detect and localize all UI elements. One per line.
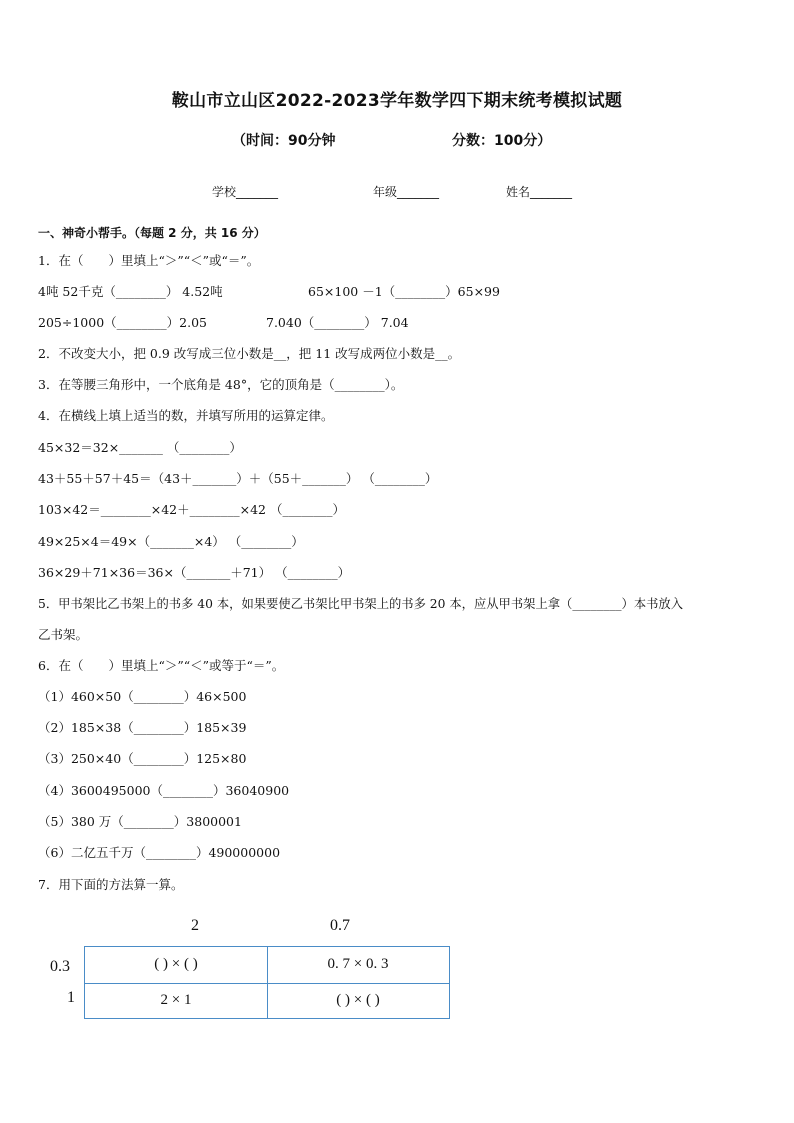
question-3[interactable]: 3．在等腰三角形中，一个底角是 48°，它的顶角是（________）。 xyxy=(38,377,404,392)
total-score: 分数：100分） xyxy=(452,133,552,149)
q4-item-4[interactable]: 49×25×4＝49×（_______×4） （________） xyxy=(38,534,304,549)
row-label-0.3: 0.3 xyxy=(50,958,70,975)
col-label-2: 2 xyxy=(191,917,199,934)
page-title: 鞍山市立山区2022-2023学年数学四下期末统考模拟试题 xyxy=(171,91,623,111)
question-2[interactable]: 2．不改变大小，把 0.9 改写成三位小数是__，把 11 改写成两位小数是__。 xyxy=(38,346,461,361)
q4-item-5[interactable]: 36×29＋71×36＝36×（_______＋71） （________） xyxy=(38,565,351,580)
question-7: 7．用下面的方法算一算。 xyxy=(38,877,184,892)
q6-item-3[interactable]: （3）250×40（________）125×80 xyxy=(38,751,247,766)
section-heading: 一、神奇小帮手。（每题 2 分，共 16 分） xyxy=(38,226,266,240)
calc-table xyxy=(84,946,450,1019)
col-label-0.7: 0.7 xyxy=(330,917,350,934)
q6-item-2[interactable]: （2）185×38（________）185×39 xyxy=(38,720,247,735)
q6-item-5[interactable]: （5）380 万（________）3800001 xyxy=(38,814,242,829)
q6-item-1[interactable]: （1）460×50（________）46×500 xyxy=(38,689,247,704)
q4-item-1[interactable]: 45×32＝32×_______ （________） xyxy=(38,440,242,455)
question-5[interactable]: 5．甲书架比乙书架上的书多 40 本，如果要使乙书架比甲书架上的书多 20 本，应从甲书架上拿（________）本书放入 xyxy=(38,597,684,611)
q4-item-2[interactable]: 43＋55＋57＋45＝（43＋_______）＋（55＋_______） （________） xyxy=(38,471,438,486)
q1-item-a[interactable]: 4吨 52千克（________） 4.52吨 xyxy=(38,284,223,299)
q1-item-c[interactable]: 205÷1000（________）2.05 xyxy=(38,315,207,330)
school-field[interactable]: 学校_______ xyxy=(212,185,279,199)
cell-top-right: 0. 7 × 0. 3 xyxy=(327,956,389,972)
row-label-1: 1 xyxy=(67,989,75,1006)
grade-field[interactable]: 年级_______ xyxy=(373,185,440,199)
cell-top-left[interactable]: ( ) × ( ) xyxy=(154,956,198,972)
question-1: 1．在（ ）里填上“＞”“＜”或“＝”。 xyxy=(38,253,260,268)
time-limit: （时间：90分钟 xyxy=(232,133,336,149)
q6-item-6[interactable]: （6）二亿五千万（________）490000000 xyxy=(38,845,281,860)
q1-item-d[interactable]: 7.040（________） 7.04 xyxy=(266,315,409,330)
q6-item-4[interactable]: （4）3600495000（________）36040900 xyxy=(38,783,290,798)
cell-bottom-left: 2 × 1 xyxy=(160,992,192,1008)
question-5-cont: 乙书架。 xyxy=(38,627,89,642)
cell-bottom-right[interactable]: ( ) × ( ) xyxy=(336,992,380,1008)
question-6: 6．在（ ）里填上“＞”“＜”或等于“＝”。 xyxy=(38,658,285,673)
name-field[interactable]: 姓名_______ xyxy=(506,185,573,199)
q1-item-b[interactable]: 65×100 －1（________）65×99 xyxy=(308,284,500,299)
question-4: 4．在横线上填上适当的数，并填写所用的运算定律。 xyxy=(38,408,334,423)
q4-item-3[interactable]: 103×42＝________×42＋________×42 （________） xyxy=(38,502,345,517)
